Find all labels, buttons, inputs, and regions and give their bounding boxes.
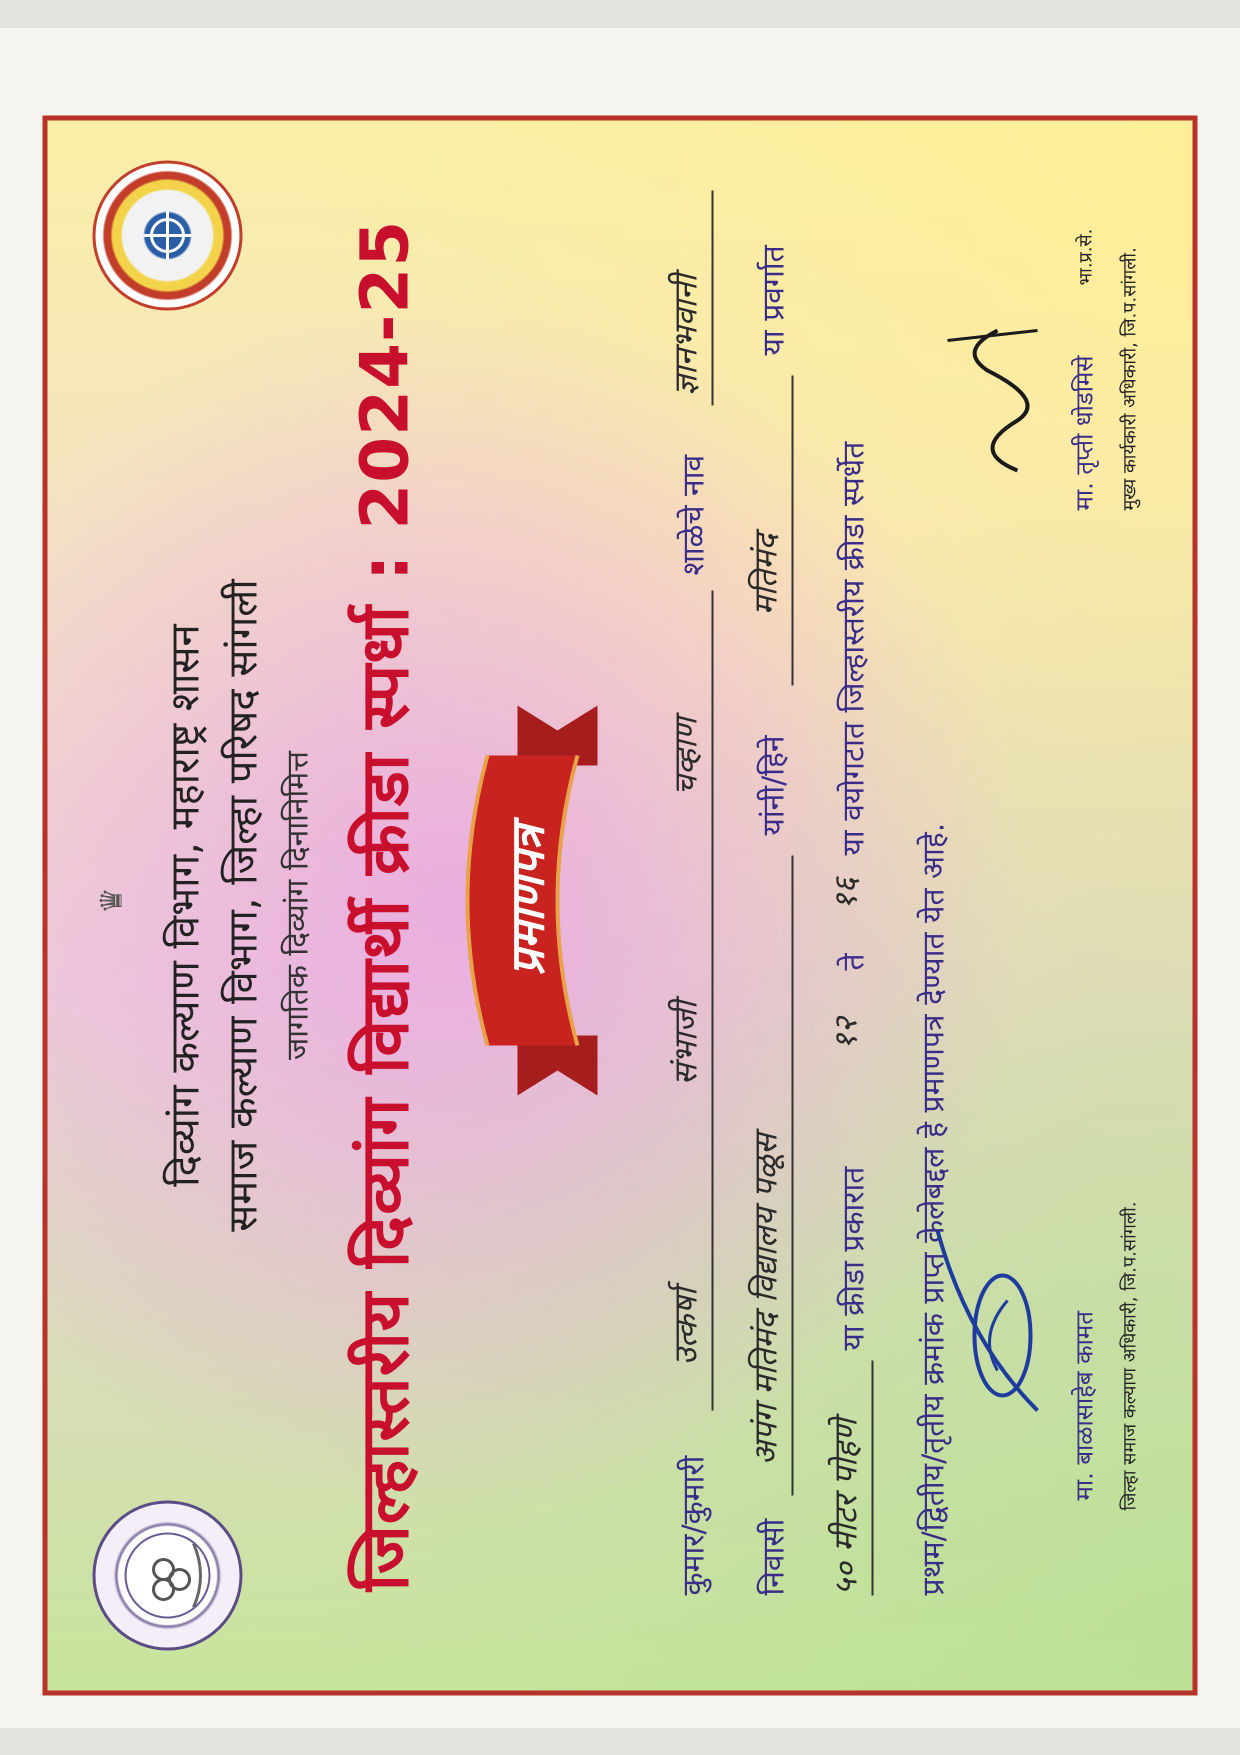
gender-label: कुमार/कुमारी — [676, 1455, 712, 1596]
certificate — [43, 116, 1198, 1696]
signatory-right-suffix: भा.प्र.से. — [1075, 228, 1097, 286]
underline — [872, 1361, 874, 1596]
body-line-1 — [658, 201, 718, 1596]
yaanni-label: यांनी/हिने — [756, 735, 792, 836]
age-group-suffix: या वयोगटात जिल्हास्तरीय क्रीडा स्पर्धेत — [836, 441, 872, 856]
signature-block-left — [928, 1151, 1158, 1511]
body-line-3 — [818, 201, 878, 1596]
certificate-statement: प्रथम/द्वितीय/तृतीय क्रमांक प्राप्त केलेबद्दल हे प्रमाणपत्र देण्यात येत आहे. — [916, 822, 952, 1596]
sport-type-label: या क्रीडा प्रकारात — [836, 1166, 872, 1351]
category-suffix: या प्रवर्गात — [756, 245, 792, 356]
student-first-name: उत्कर्षा — [666, 1287, 705, 1366]
underline — [712, 591, 714, 1411]
ribbon-label: प्रमाणपत्र — [500, 825, 555, 976]
residential-label: निवासी — [756, 1518, 792, 1596]
body-line-2 — [738, 201, 798, 1596]
student-middle-name: संभाजी — [666, 1001, 705, 1086]
paper-background — [0, 28, 1240, 1728]
age-to-label: ते — [836, 953, 872, 971]
age-from: १२ — [826, 1017, 865, 1051]
ribbon-banner — [448, 706, 618, 1096]
underline — [712, 191, 714, 406]
category-value: मतिमंद — [746, 533, 785, 616]
student-last-name: चव्हाण — [666, 717, 705, 796]
school-name-value: ज्ञानभवानी — [666, 274, 705, 396]
certificate-title: जिल्हास्तरीय दिव्यांग विद्यार्थी क्रीडा स्पर्धा : 2024-25 — [346, 219, 424, 1592]
header-line-3: जागतिक दिव्यांग दिनानिमित्त — [280, 751, 316, 1060]
signatory-right-name: मा. तृप्ती धोडमिसे — [1070, 355, 1099, 511]
age-to: १६ — [826, 877, 865, 911]
header-line-1: दिव्यांग कल्याण विभाग, महाराष्ट्र शासन — [162, 624, 209, 1187]
national-emblem-icon: ♛ — [94, 887, 130, 914]
signature-mark-right — [928, 271, 1058, 491]
signatory-right-role: मुख्य कार्यकारी अधिकारी, जि.प.सांगली. — [1119, 247, 1141, 511]
header-line-2: समाज कल्याण विभाग, जिल्हा परिषद सांगली — [220, 579, 267, 1232]
signature-mark-left — [928, 1211, 1058, 1431]
signature-block-right — [928, 151, 1158, 531]
event-value: ५० मीटर पोहणे — [826, 1418, 865, 1596]
school-name-label: शाळेचे नाव — [676, 454, 712, 576]
signatory-left-role: जिल्हा समाज कल्याण अधिकारी, जि.प.सांगली. — [1119, 1201, 1141, 1511]
signatory-left-name: मा. बाळासाहेब कामत — [1070, 1311, 1099, 1501]
underline — [792, 376, 794, 686]
school-full-name: अपंग मतिमंद विद्यालय पळूस — [746, 1133, 785, 1466]
underline — [792, 856, 794, 1496]
